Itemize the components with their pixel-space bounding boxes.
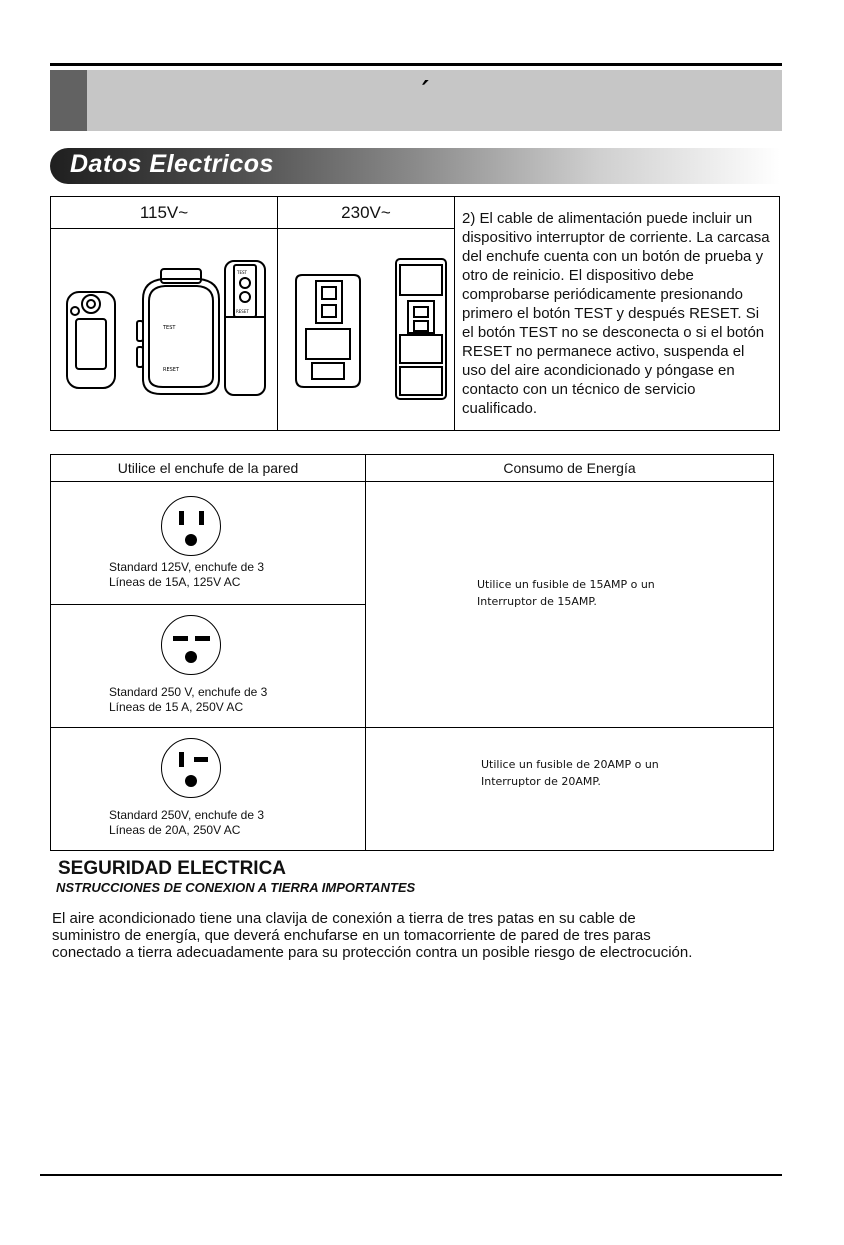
outlet-250v-20a-icon: [161, 738, 221, 798]
plugs-230v-cell: [278, 229, 455, 431]
outlet-250v-20a-line2: Líneas de 20A, 250V AC: [109, 823, 241, 837]
energy-20amp-line1: Utilice un fusible de 20AMP o un: [481, 758, 659, 771]
safety-paragraph-line: El aire acondicionado tiene una clavija de conexión a tierra de tres patas en su cable de: [52, 910, 636, 927]
safety-paragraph-line: suministro de energía, que deverá enchufarse en un tomacorriente de pared de tres paras: [52, 927, 651, 944]
outlet-125v-15a-line2: Líneas de 15A, 125V AC: [109, 575, 241, 589]
outlet-250v-20a-line1: Standard 250V, enchufe de 3: [109, 808, 265, 822]
outlet-250v-15a-icon: [161, 615, 221, 675]
tall-plug-reset-label: RESET: [236, 309, 249, 314]
outlet-row-250v-20a: [51, 728, 366, 851]
outlet-250v-15a-line2: Líneas de 15 A, 250V AC: [109, 700, 244, 714]
outlet-250v-15a-line1: Standard 250 V, enchufe de 3: [109, 685, 268, 699]
safety-title: SEGURIDAD ELECTRICA: [58, 858, 287, 879]
outlet-energy-table: [50, 454, 774, 851]
safety-paragraph: [52, 910, 772, 961]
plug-medium-icon: [137, 269, 219, 394]
energy-header: Consumo de Energía: [366, 455, 774, 482]
plugs-230v-illustration: [278, 229, 454, 425]
bottom-rule: [40, 1174, 782, 1176]
header-tab: [50, 70, 87, 131]
page-header-bar: [50, 70, 782, 131]
energy-20amp-line2: Interruptor de 20AMP.: [481, 775, 601, 788]
plug-230-right-icon: [396, 259, 446, 399]
plug-230-left-icon: [296, 275, 360, 387]
safety-paragraph-line: conectado a tierra adecuadamente para su protección contra un posible riesgo de electrocución.: [52, 944, 693, 961]
plug-reset-label: RESET: [163, 367, 180, 373]
energy-15amp-line2: Interruptor de 15AMP.: [477, 595, 597, 608]
gfci-description: 2) El cable de alimentación puede incluir un dispositivo interruptor de corriente. La carcasa del enchufe cuenta con un botón de prueba y otro de reinicio. El dispositivo debe comprobarse periódicamente presionando primero el botón TEST y después RESET. Si el botón TEST no se desconecta o si el botón RESET no permanece activo, suspenda el uso del aire acondicionado y póngase en contacto con un técnico de servicio cualificado.: [455, 197, 780, 431]
header-title: ′: [422, 76, 429, 106]
header-230v: 230V~: [278, 197, 455, 229]
top-rule: [50, 63, 782, 66]
outlet-row-250v-15a: [51, 605, 366, 728]
plug-test-label: TEST: [163, 325, 176, 331]
safety-subtitle: NSTRUCCIONES DE CONEXION A TIERRA IMPORTANTES: [56, 880, 416, 895]
voltage-table: [50, 196, 780, 431]
tall-plug-test-label: TEST: [237, 270, 247, 275]
outlet-125v-15a-icon: [161, 496, 221, 556]
energy-15amp-line1: Utilice un fusible de 15AMP o un: [477, 578, 655, 591]
energy-20amp-cell: [366, 728, 774, 851]
header-115v: 115V~: [51, 197, 278, 229]
outlet-header: Utilice el enchufe de la pared: [51, 455, 366, 482]
plug-small-icon: [67, 292, 115, 388]
plugs-115v-illustration: [51, 229, 277, 425]
energy-15amp-cell: [366, 482, 774, 728]
section-title: Datos Electricos: [70, 150, 274, 178]
section-banner: [50, 148, 780, 184]
outlet-125v-15a-line1: Standard 125V, enchufe de 3: [109, 560, 265, 574]
plug-tall-icon: [225, 261, 265, 395]
outlet-row-125v-15a: [51, 482, 366, 605]
plugs-115v-cell: [51, 229, 278, 431]
